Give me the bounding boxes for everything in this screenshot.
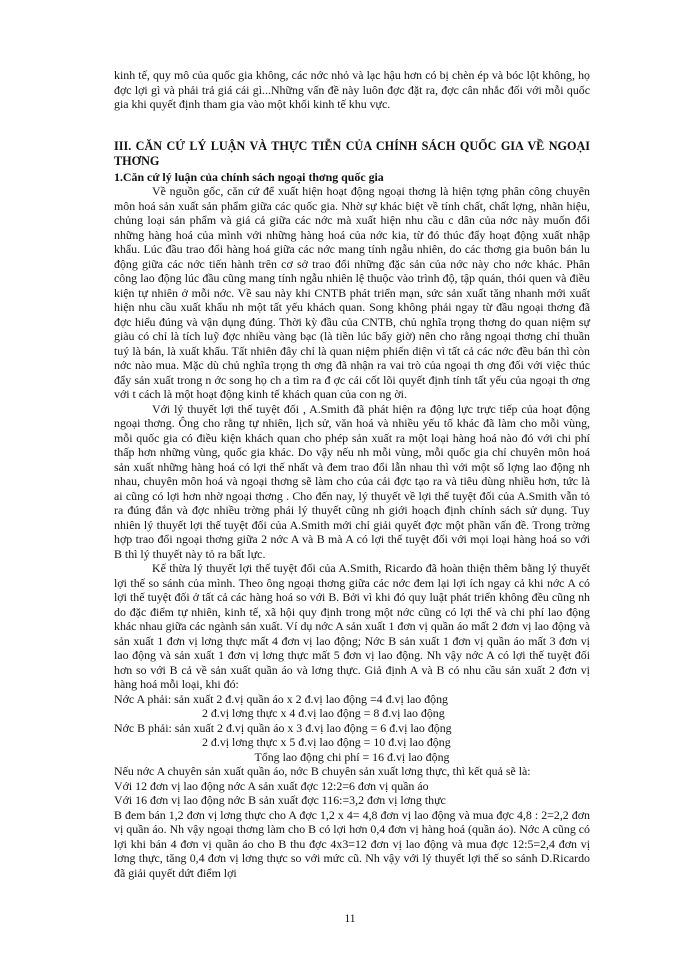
page-number: 11 xyxy=(344,913,356,925)
paragraph-absolute-advantage: Với lý thuyết lợi thế tuyệt đối , A.Smith đã phát hiện ra động lực trực tiếp của hoạt động ngoại thơng. Ông cho rằng tự nhiên, lịch sử, văn hoá và nhiều yếu tố khác đã làm cho mỗi vùng, mỗi quốc gia có điều kiện khách quan cho phép sản xuất ra một loại hàng hoá nào đó với chi phí thấp hơn những vùng, quốc gia khác. Do vậy nếu nh mỗi vùng, mỗi quốc gia chỉ chuyên môn hoá sản xuất những hàng hoá có lợi thế nhất và đem trao đổi lẫn nhau thì với một số lợng lao động nh nhau, chuyên môn hoá và ngoại thơng sẽ làm cho của cải đợc tạo ra và tiêu dùng nhiều hơn, tức là ai cũng có lợi hơn nhờ ngoại thơng . Cho đến nay, lý thuyết về lợi thế tuyệt đối của A.Smith vẫn tỏ ra đúng đắn và đợc nhiều trờng phái lý thuyết cũng nh giới hoạch định chính sách sử dụng. Tuy nhiên lý thuyết lợi thế tuyệt đối của A.Smith mới chỉ giải quyết đợc một phần vấn đề. Trong trờng hợp trao đổi ngoại thơng giữa 2 nớc A và B mà A có lợi thế tuyệt đối với mọi loại hàng hoá so với B thì lý thuyết này tỏ ra bất lực. xyxy=(114,401,590,561)
section-heading: III. CĂN CỨ LÝ LUẬN VÀ THỰC TIỄN CỦA CHÍNH SÁCH QUỐC GIA VỀ NGOẠI THƠNG xyxy=(114,139,590,168)
section-heading-block xyxy=(114,139,590,168)
paragraph-trade-gain: B đem bán 1,2 đơn vị lơng thực cho A đợc 1,2 x 4= 4,8 đơn vị lao động và mua đợc 4,8 : 2=2,2 đơn vị quần áo. Nh vậy ngoại thơng làm cho B có lợi hơn 0,4 đơn vị hàng hoá (quần áo). Nớc A cũng có lợi khi bán 4 đơn vị quần áo cho B thu đợc 4x3=12 đơn vị lao động và mua đợc 12:5=2,4 đơn vị lơng thực, tăng 0,4 đơn vị lơng thực so với mức cũ. Nh vậy với lý thuyết lợi thế so sánh D.Ricardo đã giải quyết dứt điểm lợi xyxy=(114,807,590,880)
paragraph-specialization: Nếu nớc A chuyên sản xuất quần áo, nớc B chuyên sản xuất lơng thực, thì kết quả sẽ là: xyxy=(114,764,531,778)
calc-country-b-line-1: Nớc B phải: sản xuất 2 đ.vị quần áo x 3 đ.vị lao động = 6 đ.vị lao động xyxy=(114,720,452,735)
calc-country-a-line-1: Nớc A phải: sản xuất 2 đ.vị quần áo x 2 đ.vị lao động =4 đ.vị lao động xyxy=(114,691,448,706)
subsection-heading: 1.Căn cứ lý luận của chính sách ngoại thơng quốc gia xyxy=(114,170,384,184)
intro-block xyxy=(114,68,590,112)
body-block xyxy=(114,184,590,880)
calc-country-b-line-2: 2 đ.vị lơng thực x 5 đ.vị lao động = 10 đ.vị lao động xyxy=(202,735,451,749)
intro-paragraph: kinh tế, quy mô của quốc gia không, các nớc nhỏ và lạc hậu hơn có bị chèn ép và bóc lột không, họ đợc lợi gì và phải trả giá cái gì...Những vấn đề này luôn đợc đặt ra, đợc cân nhắc đối với mỗi quốc gia khi quyết định tham gia vào một khối kinh tế khu vực. xyxy=(114,68,590,111)
paragraph-comparative-advantage: Kế thừa lý thuyết lợi thế tuyệt đối của A.Smith, Ricardo đã hoàn thiện thêm bằng lý thuyết lợi thế so sánh của mình. Theo ông ngoại thơng giữa các nớc đem lại lợi ích ngay cả khi nớc A có lợi thế tuyệt đối ở tất cả các hàng hoá so với B. Bởi vì khi đó quy luật phát triển không đều cũng nh do đặc điểm tự nhiên, kinh tế, xã hội quy định trong một nớc cũng có lợi thế và chi phí lao động khác nhau giữa các ngành sản xuất. Ví dụ nớc A sản xuất 1 đơn vị quần áo mất 2 đơn vị lao động và sản xuất 1 đơn vị lơng thực mất 4 đơn vị lao động; Nớc B sản xuất 1 đơn vị quần áo mất 3 đơn vị lao động và sản xuất 1 đơn vị lơng thực mất 5 đơn vị lao động. Nh vậy nớc A có lợi thế tuyệt đối hơn so với B cả về sản xuất quần áo và lơng thực. Giả định A và B có nhu cầu sản xuất 2 đơn vị hàng hoá mỗi loại, khi đó: xyxy=(114,561,590,691)
subsection-heading-block xyxy=(114,170,590,185)
result-line-2: Với 16 đơn vị lao động nớc B sản xuất đợc 116:=3,2 đơn vị lơng thực xyxy=(114,793,446,807)
result-line-1: Với 12 đơn vị lao động nớc A sản xuất đợc 12:2=6 đơn vị quần áo xyxy=(114,778,429,793)
calc-total: Tổng lao động chi phí = 16 đ.vị lao động xyxy=(254,749,450,764)
calc-country-a-line-2: 2 đ.vị lơng thực x 4 đ.vị lao động = 8 đ.vị lao động xyxy=(202,706,445,720)
paragraph-origin: Về nguồn gốc, căn cứ để xuất hiện hoạt động ngoại thơng là hiện tợng phân công chuyên môn hoá sản xuất sản phẩm giữa các quốc gia. Nhờ sự khác biệt về tính chất, chất lợng, nhãn hiệu, chủng loại sản phẩm và giá cả giữa các nớc mà xuất hiện nhu cầu c dân của nớc này muốn đổi những hàng hoá của mình với những hàng hoá của nớc kia, từ đó thúc đẩy hoạt động xuất nhập khẩu. Lúc đầu trao đổi hàng hoá giữa các nớc mang tính ngẫu nhiên, do các thơng gia buôn bán lu động giữa các nớc tiến hành trên cơ sở trao đổi những đặc sản của nớc này cho nớc khác. Phân công lao động lúc đầu cũng mang tính ngẫu nhiên lệ thuộc vào trình độ, tập quán, thói quen và điều kiện tự nhiên ở mỗi nớc. Về sau này khi CNTB phát triển mạn, sức sản xuất tăng nhanh mới xuất hiện nhu cầu xuất khẩu nh một tất yếu khách quan. Song không phải ngay từ đầu ngoại thơng đã đợc hiểu đúng và vận dụng đúng. Thời kỳ đầu của CNTB, chủ nghĩa trọng thơng do quan niệm sự giàu có chỉ là tích luỹ đợc nhiều vàng bạc (là tiền lúc bấy giờ) nên cho rằng ngoại thơng chỉ thuần tuý là bán, là xuất khẩu. Tất nhiên đây chỉ là quan niệm phiến diện vì tất cả các nớc đều bán thì còn nớc nào mua. Mặc dù chủ nghĩa trọng th ơng đã nhận ra vai trò của ngoại th ơng đối với việc thúc đẩy sản xuất trong n ớc song họ ch a tìm ra đ ợc cái cốt lõi quyết định tính tất yếu của ngoại th ơng với t cách là một hoạt động kinh tế khách quan của con ng ời. xyxy=(114,184,590,401)
